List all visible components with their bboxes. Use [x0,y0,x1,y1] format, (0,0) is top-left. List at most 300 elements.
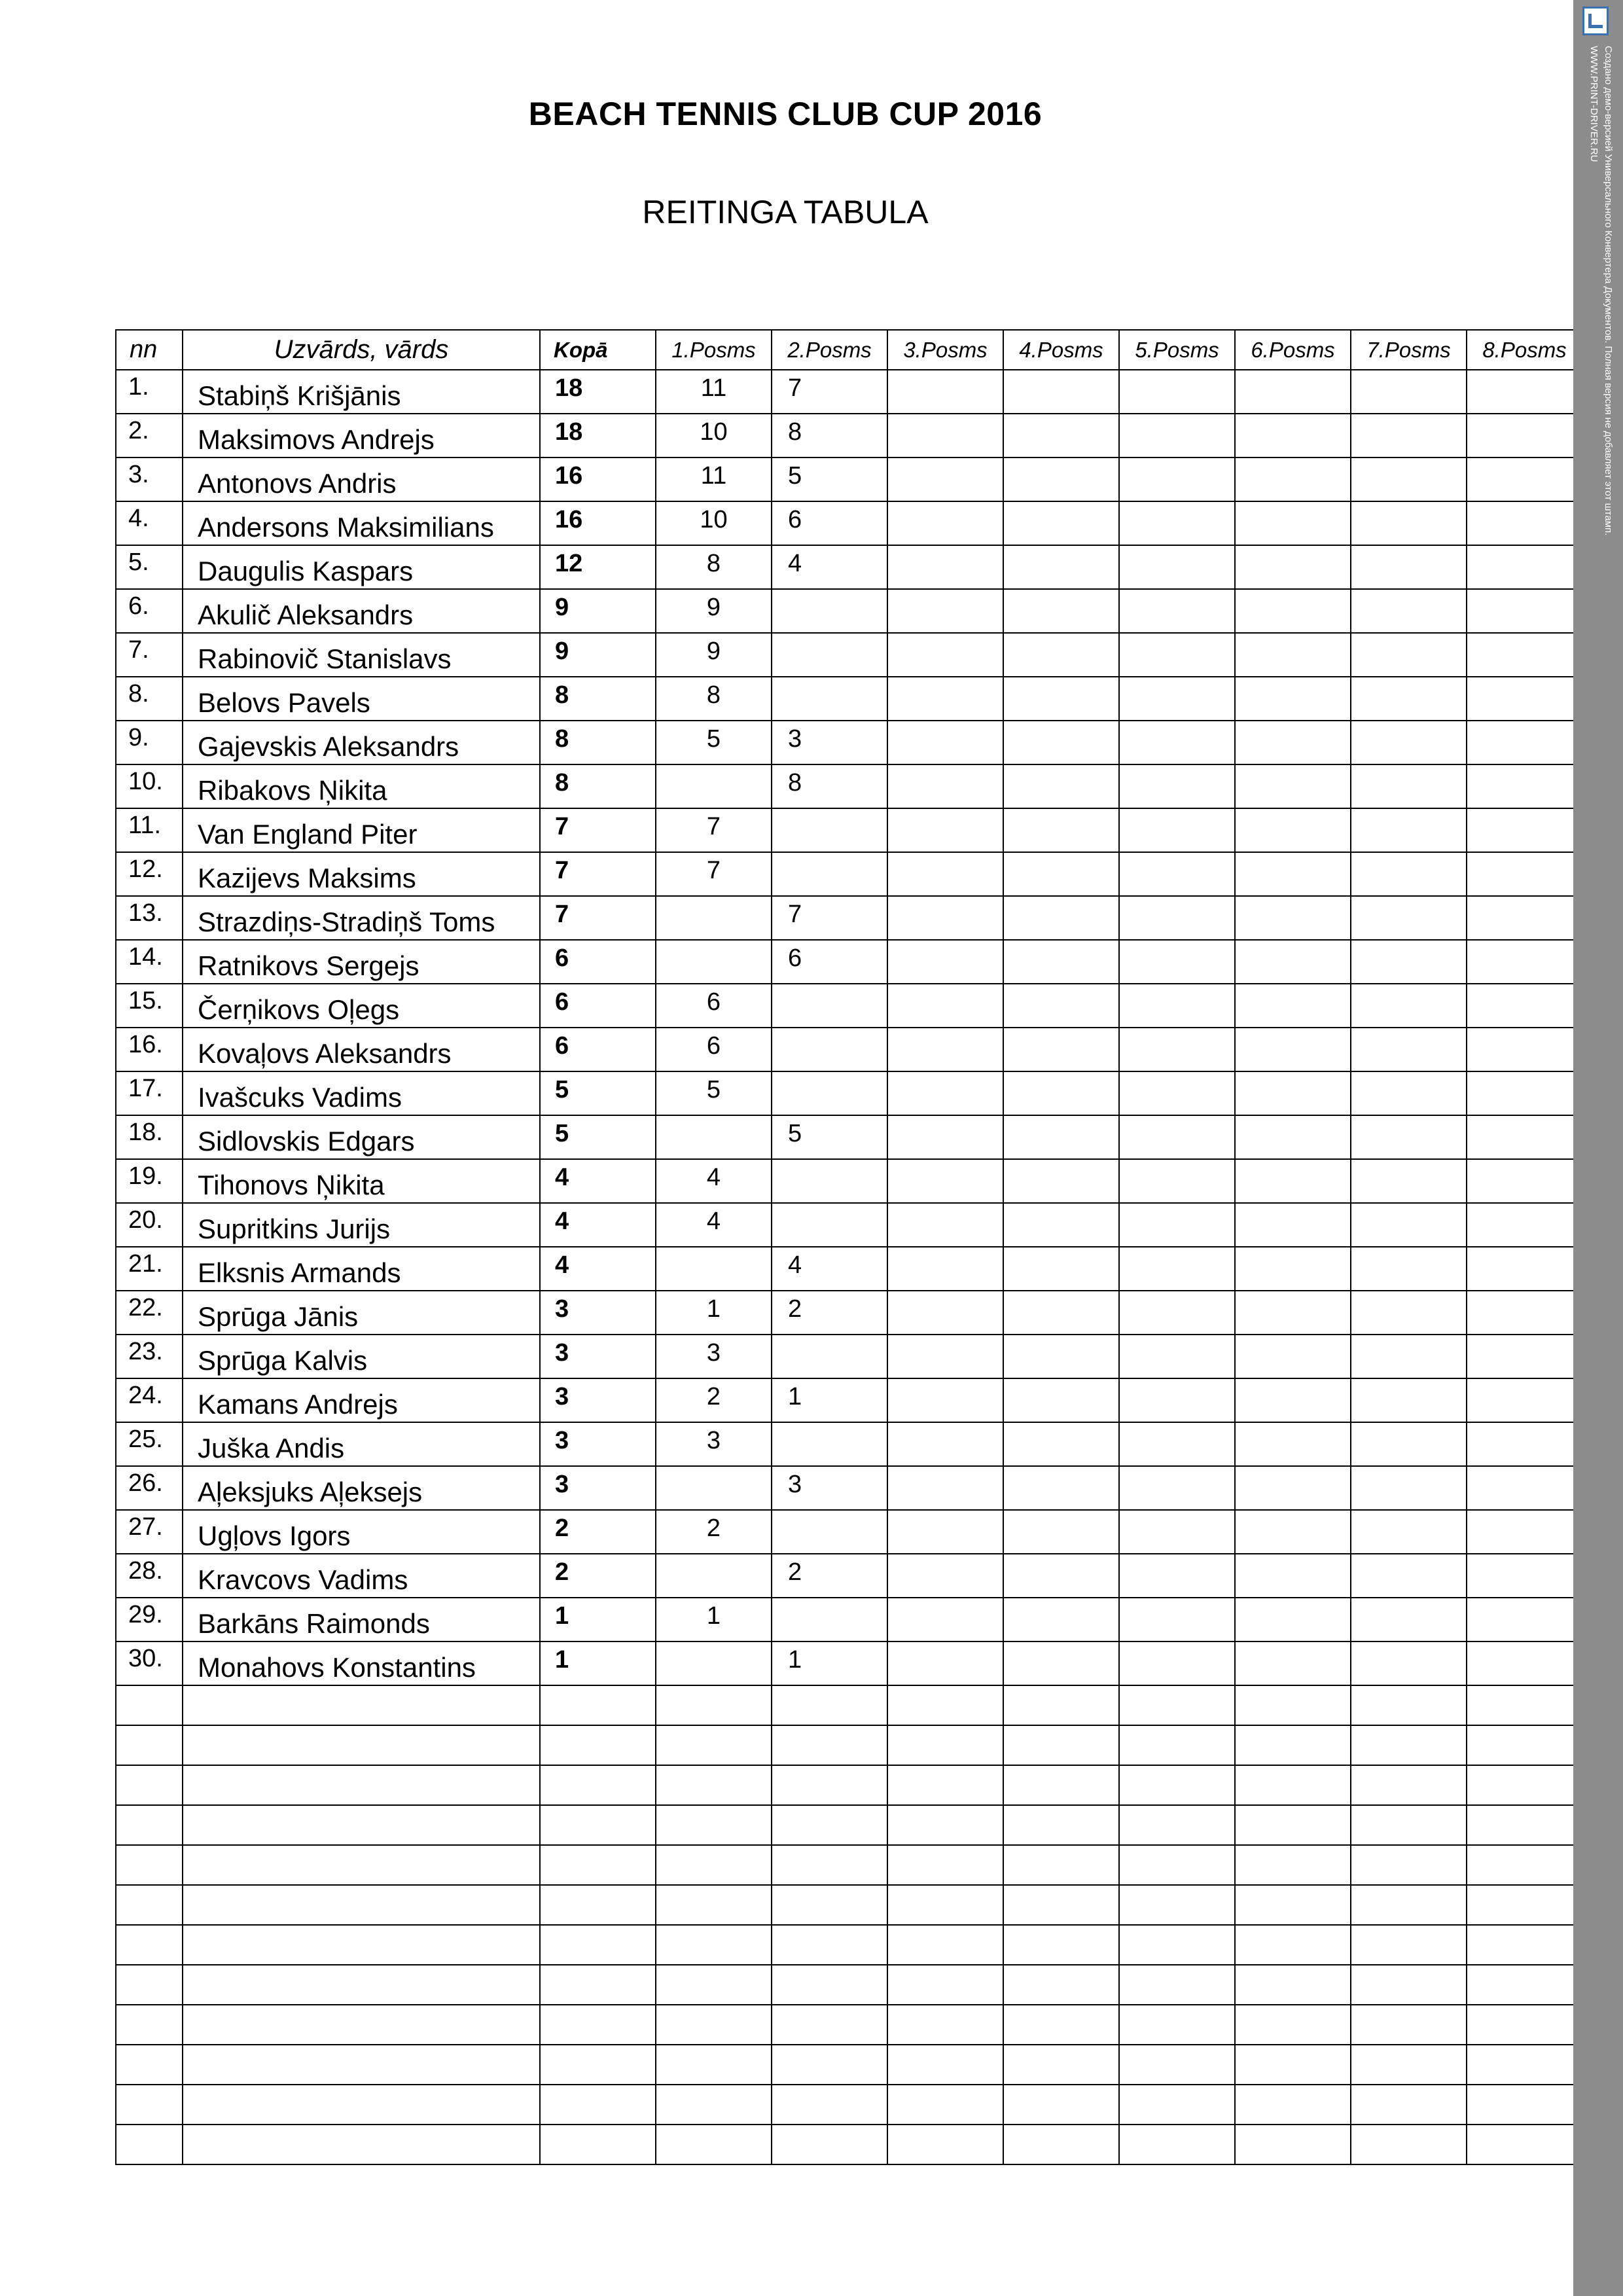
stage-7-cell [1351,1028,1467,1071]
stage-6-cell [1235,1203,1351,1247]
empty-cell [116,1805,183,1845]
header-name: Uzvārds, vārds [183,330,540,370]
stage-8-cell [1467,1247,1582,1291]
stage-3-cell [887,1071,1003,1115]
player-name-cell: Sprūga Jānis [183,1291,540,1335]
stage-2-cell [772,1335,887,1378]
stage-4-cell [1003,370,1119,414]
stage-3-cell [887,1378,1003,1422]
player-name-cell: Rabinovič Stanislavs [183,633,540,677]
stage-1-cell: 5 [656,721,772,764]
total-cell: 18 [540,370,656,414]
player-name-cell: Kamans Andrejs [183,1378,540,1422]
player-name-cell: Tihonovs Ņikita [183,1159,540,1203]
rank-cell: 21. [116,1247,183,1291]
stage-5-cell [1119,370,1235,414]
stage-8-cell [1467,1641,1582,1685]
stage-6-cell [1235,1466,1351,1510]
stage-2-cell: 6 [772,940,887,984]
table-row [116,1466,1582,1510]
total-cell: 3 [540,1378,656,1422]
stage-8-cell [1467,1466,1582,1510]
empty-cell [183,1845,540,1885]
empty-cell [1467,2045,1582,2085]
table-row [116,633,1582,677]
player-name-cell: Strazdiņs-Stradiņš Toms [183,896,540,940]
stage-1-cell: 11 [656,370,772,414]
stage-5-cell [1119,1291,1235,1335]
stage-8-cell [1467,370,1582,414]
stage-7-cell [1351,764,1467,808]
player-name-cell: Ribakovs Ņikita [183,764,540,808]
empty-cell [1467,2125,1582,2164]
empty-cell [656,1965,772,2005]
stage-4-cell [1003,1159,1119,1203]
stage-5-cell [1119,633,1235,677]
stage-7-cell [1351,633,1467,677]
stage-5-cell [1119,1071,1235,1115]
stage-4-cell [1003,1291,1119,1335]
stage-6-cell [1235,1598,1351,1641]
watermark-line-1: Создано демо-версией Универсального Конвертера Документов. Полная версия не добавляет этот штамп. [1603,46,1614,536]
empty-cell [887,1725,1003,1765]
rank-cell: 16. [116,1028,183,1071]
total-cell: 5 [540,1115,656,1159]
empty-cell [116,1725,183,1765]
stage-3-cell [887,1466,1003,1510]
stage-4-cell [1003,457,1119,501]
stage-2-cell [772,1028,887,1071]
empty-cell [656,2005,772,2045]
empty-cell [772,2085,887,2125]
empty-cell [116,2125,183,2164]
table-row [116,1378,1582,1422]
stage-4-cell [1003,589,1119,633]
player-name-cell: Monahovs Konstantins [183,1641,540,1685]
stage-3-cell [887,896,1003,940]
empty-cell [772,1885,887,1925]
total-cell: 8 [540,721,656,764]
stage-2-cell [772,589,887,633]
stage-5-cell [1119,764,1235,808]
stage-7-cell [1351,896,1467,940]
empty-table-row [116,2125,1582,2164]
empty-cell [183,1685,540,1725]
stage-7-cell [1351,1247,1467,1291]
stage-6-cell [1235,764,1351,808]
empty-cell [1467,1805,1582,1845]
stage-4-cell [1003,1510,1119,1554]
total-cell: 16 [540,501,656,545]
empty-cell [887,2125,1003,2164]
stage-8-cell [1467,414,1582,457]
stage-4-cell [1003,852,1119,896]
rank-cell: 20. [116,1203,183,1247]
stage-2-cell [772,808,887,852]
stage-7-cell [1351,1510,1467,1554]
stage-8-cell [1467,545,1582,589]
empty-cell [540,1885,656,1925]
player-name-cell: Kazijevs Maksims [183,852,540,896]
stage-6-cell [1235,1028,1351,1071]
header-stage-3: 3.Posms [887,330,1003,370]
stage-2-cell: 2 [772,1554,887,1598]
empty-cell [656,1765,772,1805]
stage-8-cell [1467,1071,1582,1115]
stage-7-cell [1351,1641,1467,1685]
stage-5-cell [1119,896,1235,940]
empty-table-row [116,1805,1582,1845]
player-name-cell: Kovaļovs Aleksandrs [183,1028,540,1071]
stage-4-cell [1003,764,1119,808]
document-subtitle: REITINGA TABULA [642,194,929,230]
empty-cell [1119,1805,1235,1845]
stage-4-cell [1003,808,1119,852]
stage-2-cell: 2 [772,1291,887,1335]
header-nn: nn [116,330,183,370]
table-row [116,1159,1582,1203]
stage-7-cell [1351,1378,1467,1422]
empty-cell [116,2005,183,2045]
stage-2-cell: 8 [772,414,887,457]
stage-1-cell [656,764,772,808]
empty-cell [1119,2005,1235,2045]
stage-7-cell [1351,1071,1467,1115]
table-row [116,1554,1582,1598]
stage-8-cell [1467,1159,1582,1203]
stage-1-cell: 8 [656,677,772,721]
total-cell: 6 [540,940,656,984]
stage-6-cell [1235,633,1351,677]
empty-cell [1235,1845,1351,1885]
stage-8-cell [1467,852,1582,896]
stage-8-cell [1467,1115,1582,1159]
stage-6-cell [1235,984,1351,1028]
empty-cell [1119,1845,1235,1885]
empty-table-row [116,2005,1582,2045]
total-cell: 2 [540,1510,656,1554]
stage-4-cell [1003,721,1119,764]
stage-7-cell [1351,1466,1467,1510]
empty-cell [887,1885,1003,1925]
table-row [116,852,1582,896]
stage-3-cell [887,764,1003,808]
stage-5-cell [1119,984,1235,1028]
stage-1-cell [656,1466,772,1510]
empty-cell [1003,2085,1119,2125]
stage-1-cell: 4 [656,1203,772,1247]
empty-table-row [116,1685,1582,1725]
stage-6-cell [1235,457,1351,501]
stage-1-cell: 11 [656,457,772,501]
stage-8-cell [1467,1335,1582,1378]
empty-cell [116,1885,183,1925]
empty-cell [1351,1725,1467,1765]
stage-2-cell [772,677,887,721]
empty-cell [540,2045,656,2085]
stage-4-cell [1003,940,1119,984]
empty-cell [540,2085,656,2125]
table-row [116,589,1582,633]
stage-5-cell [1119,1422,1235,1466]
stage-8-cell [1467,633,1582,677]
stage-6-cell [1235,1422,1351,1466]
stage-3-cell [887,1422,1003,1466]
empty-cell [772,2045,887,2085]
stage-4-cell [1003,1422,1119,1466]
empty-cell [1467,2085,1582,2125]
empty-cell [1119,1765,1235,1805]
stage-7-cell [1351,808,1467,852]
rank-cell: 6. [116,589,183,633]
empty-cell [540,1685,656,1725]
stage-7-cell [1351,370,1467,414]
stage-7-cell [1351,501,1467,545]
stage-3-cell [887,984,1003,1028]
empty-cell [1351,2045,1467,2085]
empty-cell [1235,2085,1351,2125]
player-name-cell: Belovs Pavels [183,677,540,721]
stage-8-cell [1467,457,1582,501]
stage-3-cell [887,940,1003,984]
player-name-cell: Ugļovs Igors [183,1510,540,1554]
empty-cell [1351,1845,1467,1885]
stage-7-cell [1351,1554,1467,1598]
stage-2-cell: 5 [772,1115,887,1159]
rank-cell: 5. [116,545,183,589]
empty-cell [183,1925,540,1965]
stage-4-cell [1003,414,1119,457]
empty-cell [116,1845,183,1885]
stage-6-cell [1235,896,1351,940]
stage-8-cell [1467,677,1582,721]
empty-cell [887,1685,1003,1725]
empty-cell [1467,1765,1582,1805]
stage-4-cell [1003,677,1119,721]
stage-5-cell [1119,1247,1235,1291]
stage-1-cell: 6 [656,984,772,1028]
rank-cell: 12. [116,852,183,896]
stage-7-cell [1351,457,1467,501]
stage-3-cell [887,1510,1003,1554]
table-row [116,984,1582,1028]
empty-cell [183,1725,540,1765]
table-row [116,940,1582,984]
stage-7-cell [1351,1115,1467,1159]
empty-cell [1003,1885,1119,1925]
total-cell: 4 [540,1247,656,1291]
stage-1-cell: 7 [656,852,772,896]
stage-3-cell [887,370,1003,414]
table-row [116,1422,1582,1466]
stage-7-cell [1351,984,1467,1028]
rank-cell: 23. [116,1335,183,1378]
stage-2-cell [772,1203,887,1247]
rank-cell: 4. [116,501,183,545]
stage-4-cell [1003,1028,1119,1071]
empty-cell [540,1845,656,1885]
empty-cell [1003,1965,1119,2005]
total-cell: 4 [540,1203,656,1247]
empty-cell [1003,2005,1119,2045]
stage-7-cell [1351,1159,1467,1203]
stage-4-cell [1003,1203,1119,1247]
stage-4-cell [1003,1598,1119,1641]
stage-3-cell [887,1291,1003,1335]
header-stage-5: 5.Posms [1119,330,1235,370]
stage-6-cell [1235,1335,1351,1378]
table-body [116,370,1582,2164]
stage-8-cell [1467,808,1582,852]
player-name-cell: Ratnikovs Sergejs [183,940,540,984]
stage-6-cell [1235,1554,1351,1598]
empty-cell [540,1805,656,1845]
empty-cell [1235,2005,1351,2045]
total-cell: 3 [540,1335,656,1378]
stage-4-cell [1003,1378,1119,1422]
stage-2-cell: 6 [772,501,887,545]
stage-6-cell [1235,501,1351,545]
stage-5-cell [1119,1203,1235,1247]
total-cell: 2 [540,1554,656,1598]
stage-6-cell [1235,370,1351,414]
rank-cell: 24. [116,1378,183,1422]
empty-cell [540,1765,656,1805]
empty-cell [887,2005,1003,2045]
stage-1-cell: 10 [656,414,772,457]
stage-2-cell: 7 [772,370,887,414]
stage-6-cell [1235,940,1351,984]
total-cell: 6 [540,1028,656,1071]
stage-8-cell [1467,1422,1582,1466]
empty-cell [1467,1845,1582,1885]
total-cell: 3 [540,1466,656,1510]
stage-1-cell [656,1247,772,1291]
stage-7-cell [1351,1203,1467,1247]
empty-cell [656,1805,772,1845]
stage-4-cell [1003,1641,1119,1685]
empty-table-row [116,1725,1582,1765]
table-row [116,1510,1582,1554]
empty-cell [656,2085,772,2125]
empty-cell [1467,1925,1582,1965]
stage-8-cell [1467,589,1582,633]
stage-1-cell [656,1115,772,1159]
rank-cell: 2. [116,414,183,457]
stage-6-cell [1235,1159,1351,1203]
document-title: BEACH TENNIS CLUB CUP 2016 [528,96,1043,132]
stage-5-cell [1119,414,1235,457]
empty-cell [1467,1725,1582,1765]
header-stage-8: 8.Posms [1467,330,1582,370]
stage-3-cell [887,1028,1003,1071]
stage-6-cell [1235,414,1351,457]
stage-5-cell [1119,1554,1235,1598]
stage-1-cell: 9 [656,589,772,633]
empty-cell [772,1965,887,2005]
empty-cell [1467,1885,1582,1925]
stage-5-cell [1119,589,1235,633]
stage-5-cell [1119,1378,1235,1422]
table-row [116,545,1582,589]
empty-cell [183,2045,540,2085]
watermark-line-2: WWW.PRINT-DRIVER.RU [1588,46,1599,162]
stage-1-cell: 6 [656,1028,772,1071]
rank-cell: 30. [116,1641,183,1685]
empty-cell [887,1845,1003,1885]
stage-5-cell [1119,677,1235,721]
header-stage-2: 2.Posms [772,330,887,370]
stage-1-cell [656,940,772,984]
empty-cell [1467,1685,1582,1725]
stage-7-cell [1351,1422,1467,1466]
empty-cell [1235,2125,1351,2164]
stage-6-cell [1235,1641,1351,1685]
player-name-cell: Elksnis Armands [183,1247,540,1291]
table-row [116,896,1582,940]
stage-8-cell [1467,896,1582,940]
rank-cell: 19. [116,1159,183,1203]
stage-3-cell [887,545,1003,589]
empty-cell [183,2085,540,2125]
empty-cell [656,2125,772,2164]
empty-cell [887,1965,1003,2005]
empty-cell [1235,1965,1351,2005]
table-row [116,1071,1582,1115]
table-row [116,764,1582,808]
total-cell: 5 [540,1071,656,1115]
stage-6-cell [1235,545,1351,589]
stage-7-cell [1351,414,1467,457]
empty-cell [1119,2045,1235,2085]
empty-cell [1467,2005,1582,2045]
empty-cell [772,1685,887,1725]
stage-5-cell [1119,545,1235,589]
stage-6-cell [1235,1291,1351,1335]
stage-6-cell [1235,852,1351,896]
empty-cell [540,2125,656,2164]
stage-2-cell: 1 [772,1641,887,1685]
stage-3-cell [887,1554,1003,1598]
empty-cell [116,2045,183,2085]
stage-3-cell [887,1598,1003,1641]
empty-cell [772,1725,887,1765]
player-name-cell: Supritkins Jurijs [183,1203,540,1247]
stage-4-cell [1003,633,1119,677]
empty-cell [1119,1925,1235,1965]
rank-cell: 14. [116,940,183,984]
empty-cell [656,1845,772,1885]
stage-8-cell [1467,1378,1582,1422]
empty-cell [1351,1925,1467,1965]
empty-cell [1235,1685,1351,1725]
empty-cell [656,1725,772,1765]
stage-3-cell [887,1115,1003,1159]
empty-cell [772,2125,887,2164]
empty-cell [1003,1805,1119,1845]
empty-cell [656,2045,772,2085]
stage-8-cell [1467,764,1582,808]
empty-cell [1119,2125,1235,2164]
empty-cell [540,1965,656,2005]
stage-8-cell [1467,1598,1582,1641]
empty-cell [183,1885,540,1925]
empty-table-row [116,1845,1582,1885]
table-row [116,1598,1582,1641]
stage-5-cell [1119,457,1235,501]
player-name-cell: Maksimovs Andrejs [183,414,540,457]
table-row [116,1291,1582,1335]
